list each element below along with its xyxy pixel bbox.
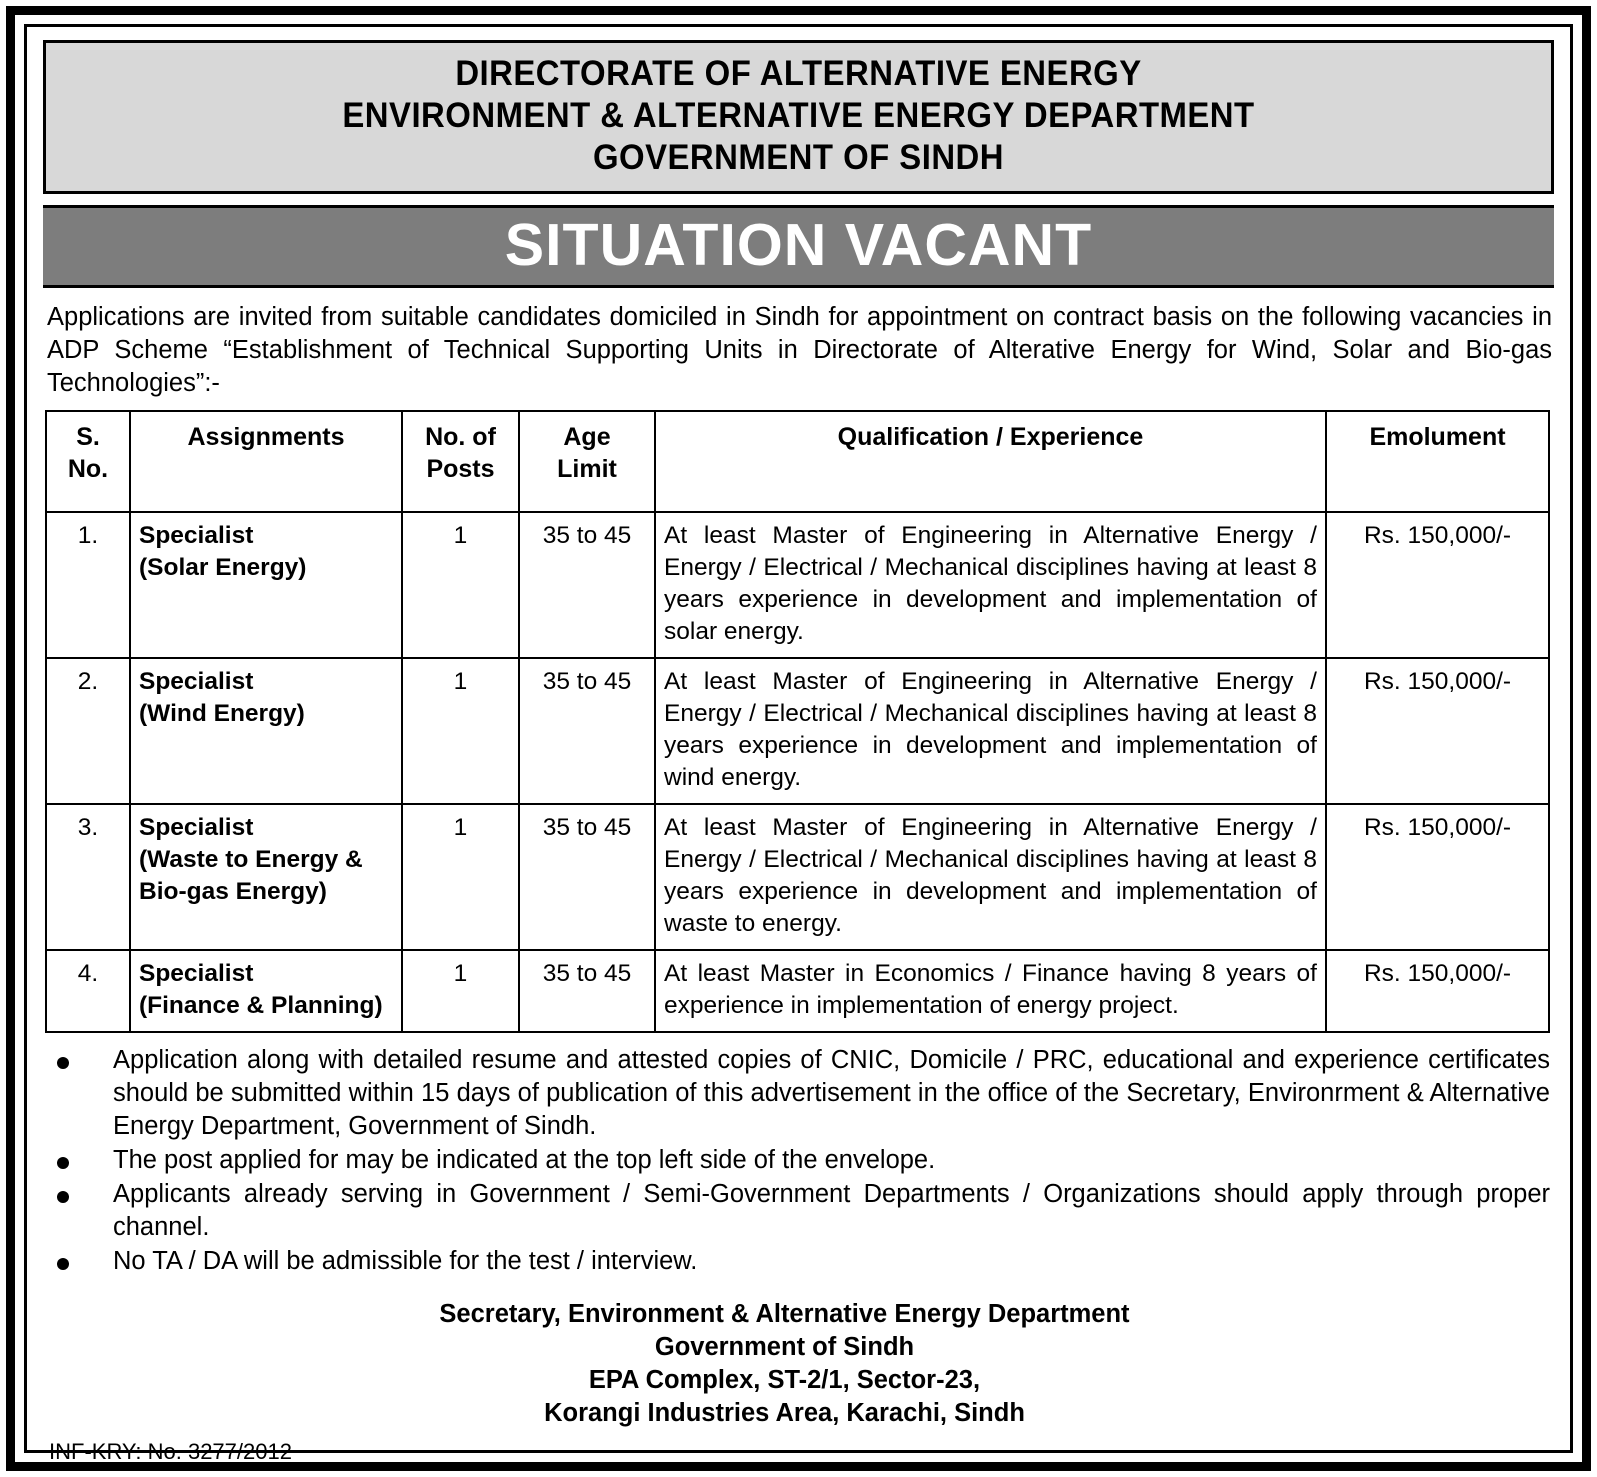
- list-item: Application along with detailed resume and attested copies of CNIC, Domicile / PRC, educational and experience certificates should be submitted within 15 days of publication of this advertisement in the office of the Secretary, Environrment & Alternative Energy Department, Government of Sindh.: [47, 1044, 1550, 1143]
- intro-paragraph: Applications are invited from suitable candidates domiciled in Sindh for appointment on contract basis on the following vacancies in ADP Scheme “Establishment of Technical Supporting Units in Directorate of Alterative Energy for Wind, Solar and Bio-gas Technologies”:-: [47, 303, 1552, 397]
- signature-government: Government of Sindh: [654, 1333, 915, 1361]
- list-item: The post applied for may be indicated at the top left side of the envelope.: [47, 1144, 1550, 1177]
- list-item: Applicants already serving in Government / Semi-Government Departments / Organizations should apply through proper channel.: [47, 1178, 1550, 1244]
- cell-qualification: [655, 950, 1326, 1032]
- department-title-line-1: DIRECTORATE OF ALTERNATIVE ENERGY: [455, 54, 1142, 93]
- instructions-list: [43, 1044, 1554, 1278]
- cell-serial-no: 4.: [46, 950, 130, 1032]
- table-row: [46, 658, 1549, 804]
- assignment-specialty: (Solar Energy): [139, 554, 307, 581]
- cell-assignment: [130, 804, 402, 950]
- department-title-line-2: ENVIRONMENT & ALTERNATIVE ENERGY DEPARTMENT: [342, 96, 1255, 135]
- qualification-text: At least Master in Economics / Finance having 8 years of experience in implementation of energy project.: [664, 960, 1317, 1019]
- table-row: [46, 512, 1549, 658]
- table-row: [46, 950, 1549, 1032]
- age-header-line-1: Age: [563, 423, 611, 451]
- cell-no-of-posts: 1: [402, 950, 519, 1032]
- cell-emolument: Rs. 150,000/-: [1326, 658, 1549, 804]
- cell-serial-no: 1.: [46, 512, 130, 658]
- signature-address-line-1: EPA Complex, ST-2/1, Sector-23,: [588, 1366, 981, 1394]
- cell-age-limit: 35 to 45: [519, 658, 655, 804]
- qualification-text: At least Master of Engineering in Alternative Energy / Energy / Electrical / Mechanical disciplines having at least 8 years experience in development and implementation of solar energy.: [664, 522, 1317, 645]
- department-title-box: [43, 40, 1554, 194]
- column-header-qualification-experience: Qualification / Experience: [655, 411, 1326, 512]
- posts-header-line-1: No. of: [425, 423, 496, 451]
- cell-serial-no: 3.: [46, 804, 130, 950]
- cell-no-of-posts: 1: [402, 658, 519, 804]
- cell-age-limit: 35 to 45: [519, 804, 655, 950]
- vacancy-table: [45, 410, 1550, 1033]
- cell-assignment: [130, 950, 402, 1032]
- assignment-specialty: (Wind Energy): [139, 700, 305, 727]
- cell-serial-no: 2.: [46, 658, 130, 804]
- signature-authority: Secretary, Environment & Alternative Energy Department: [439, 1300, 1130, 1328]
- column-header-emolument: Emolument: [1326, 411, 1549, 512]
- column-header-no-of-posts: [402, 411, 519, 512]
- cell-age-limit: 35 to 45: [519, 950, 655, 1032]
- banner-title: SITUATION VACANT: [504, 212, 1093, 278]
- department-title-line-3: GOVERNMENT OF SINDH: [592, 138, 1005, 177]
- posts-header-line-2: Posts: [426, 455, 495, 483]
- cell-emolument: Rs. 150,000/-: [1326, 512, 1549, 658]
- table-header-row: [46, 411, 1549, 512]
- advertisement-inner-border: [24, 24, 1573, 1464]
- signature-block: [43, 1298, 1554, 1430]
- signature-address-line-2: Korangi Industries Area, Karachi, Sindh: [544, 1399, 1025, 1427]
- serial-no-header-line-2: No.: [67, 455, 109, 483]
- assignment-title: Specialist: [139, 668, 254, 695]
- cell-qualification: [655, 804, 1326, 950]
- assignment-title: Specialist: [139, 522, 254, 549]
- column-header-assignments: Assignments: [130, 411, 402, 512]
- cell-no-of-posts: 1: [402, 512, 519, 658]
- assignment-title: Specialist: [139, 814, 254, 841]
- assignment-title: Specialist: [139, 960, 254, 987]
- cell-emolument: Rs. 150,000/-: [1326, 804, 1549, 950]
- qualification-text: At least Master of Engineering in Alternative Energy / Energy / Electrical / Mechanical disciplines having at least 8 years experience in development and implementation of wind energy.: [664, 668, 1317, 791]
- cell-assignment: [130, 512, 402, 658]
- cell-assignment: [130, 658, 402, 804]
- column-header-serial-no: [46, 411, 130, 512]
- advertisement-content: [27, 27, 1570, 1464]
- column-header-age-limit: [519, 411, 655, 512]
- assignment-specialty: (Finance & Planning): [139, 992, 383, 1019]
- list-item: No TA / DA will be admissible for the test / interview.: [47, 1245, 1550, 1278]
- age-header-line-2: Limit: [557, 455, 617, 483]
- cell-emolument: Rs. 150,000/-: [1326, 950, 1549, 1032]
- cell-no-of-posts: 1: [402, 804, 519, 950]
- table-row: [46, 804, 1549, 950]
- situation-vacant-banner: [43, 205, 1554, 288]
- advertisement-reference-number: INF-KRY: No. 3277/2012: [49, 1439, 292, 1464]
- cell-qualification: [655, 658, 1326, 804]
- serial-no-header-line-1: S.: [76, 423, 100, 451]
- qualification-text: At least Master of Engineering in Alternative Energy / Energy / Electrical / Mechanical disciplines having at least 8 years experience in development and implementation of waste to energy.: [664, 814, 1317, 937]
- cell-qualification: [655, 512, 1326, 658]
- assignment-specialty: (Waste to Energy & Bio-gas Energy): [139, 846, 363, 905]
- cell-age-limit: 35 to 45: [519, 512, 655, 658]
- advertisement-outer-border: [6, 6, 1591, 1471]
